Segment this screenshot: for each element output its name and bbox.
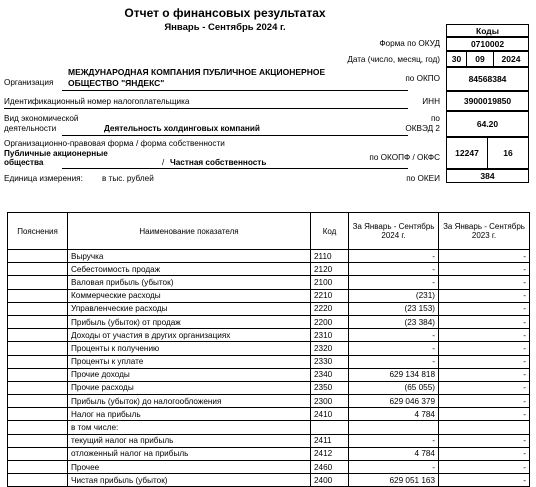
indicator-code: 2410 [311,408,349,421]
indicator-name: Управленческие расходы [68,302,311,315]
indicator-name: Доходы от участия в других организациях [68,329,311,342]
indicator-code: 2330 [311,355,349,368]
indicator-code: 2100 [311,276,349,289]
col-2024-header: За Январь - Сентябрь 2024 г. [349,213,439,250]
value-2024 [349,421,439,434]
indicator-name: Чистая прибыль (убыток) [68,474,311,487]
date-year: 2024 [493,51,529,67]
org-name-line2: ОБЩЕСТВО "ЯНДЕКС" [68,78,165,88]
indicator-code: 2210 [311,289,349,302]
notes-cell [8,250,68,263]
indicator-name: Проценты к получению [68,342,311,355]
legal-form-underline [62,168,408,169]
value-2023: - [439,289,530,302]
value-2023: - [439,329,530,342]
indicator-name: Себестоимость продаж [68,263,311,276]
value-2023: - [439,302,530,315]
indicator-code: 2412 [311,447,349,460]
table-row [8,421,530,434]
okopf-value: 12247 [446,137,488,169]
value-2023: - [439,368,530,381]
indicator-code: 2400 [311,474,349,487]
value-2024: - [349,263,439,276]
value-2023: - [439,447,530,460]
value-2024: - [349,461,439,474]
notes-cell [8,263,68,276]
indicator-code: 2310 [311,329,349,342]
notes-cell [8,474,68,487]
indicator-code: 2350 [311,381,349,394]
indicator-name: Выручка [68,250,311,263]
value-2024: (23 384) [349,315,439,328]
notes-cell [8,315,68,328]
table-row [8,408,530,421]
notes-cell [8,355,68,368]
legal-form-slash: / [162,158,165,167]
notes-cell [8,368,68,381]
value-2023: - [439,276,530,289]
indicator-name: текущий налог на прибыль [68,434,311,447]
activity-value: Деятельность холдинговых компаний [104,124,260,133]
col-indicator-header: Наименование показателя [68,213,311,250]
indicator-code: 2120 [311,263,349,276]
value-2024: 4 784 [349,447,439,460]
value-2024: - [349,276,439,289]
okei-label: по ОКЕИ [406,174,440,183]
okved-label-2: ОКВЭД 2 [405,124,440,133]
indicator-name: Коммерческие расходы [68,289,311,302]
value-2023: - [439,250,530,263]
notes-cell [8,329,68,342]
inn-text: Идентификационный номер налогоплательщика [4,97,190,106]
indicator-code: 2340 [311,368,349,381]
value-2023: - [439,395,530,408]
value-2024: - [349,342,439,355]
value-2024: - [349,250,439,263]
value-2024: (231) [349,289,439,302]
indicator-code: 2200 [311,315,349,328]
table-row [8,368,530,381]
indicator-name: Прочие доходы [68,368,311,381]
col-code-header: Код [311,213,349,250]
value-2024: (65 055) [349,381,439,394]
value-2024: 629 134 818 [349,368,439,381]
okud-value: 0710002 [446,37,529,51]
table-row [8,447,530,460]
unit-value: в тыс. рублей [102,174,154,183]
value-2024: 629 046 379 [349,395,439,408]
indicator-name: Прочее [68,461,311,474]
value-2024: - [349,329,439,342]
table-row [8,355,530,368]
indicator-name: Проценты к уплате [68,355,311,368]
indicator-code: 2460 [311,461,349,474]
org-underline [62,90,408,91]
inn-underline [4,108,408,109]
indicator-code: 2411 [311,434,349,447]
value-2023: - [439,381,530,394]
value-2023: - [439,474,530,487]
value-2023: - [439,342,530,355]
org-name-line1: МЕЖДУНАРОДНАЯ КОМПАНИЯ ПУБЛИЧНОЕ АКЦИОНЕРНОЕ [68,67,326,77]
value-2023: - [439,461,530,474]
unit-label: Единица измерения: [4,174,83,183]
value-2024: 4 784 [349,408,439,421]
notes-cell [8,276,68,289]
indicator-name: в том числе: [68,421,311,434]
table-row [8,315,530,328]
legal-form-line1: Публичные акционерные [4,149,108,158]
notes-cell [8,421,68,434]
report-period: Январь - Сентябрь 2024 г. [164,22,286,33]
legal-form-line2: общества [4,158,44,167]
indicator-name: Прочие расходы [68,381,311,394]
notes-cell [8,408,68,421]
value-2023: - [439,355,530,368]
table-row [8,461,530,474]
indicator-code: 2300 [311,395,349,408]
notes-cell [8,461,68,474]
table-row [8,434,530,447]
value-2023: - [439,263,530,276]
value-2024: - [349,434,439,447]
notes-cell [8,434,68,447]
notes-cell [8,395,68,408]
notes-cell [8,447,68,460]
table-row [8,342,530,355]
indicator-code: 2320 [311,342,349,355]
report-title: Отчет о финансовых результатах [124,6,326,20]
value-2023: - [439,408,530,421]
col-2023-header: За Январь - Сентябрь 2023 г. [439,213,530,250]
value-2023 [439,421,530,434]
table-row [8,250,530,263]
table-row [8,381,530,394]
activity-underline [62,135,408,136]
table-row [8,302,530,315]
date-month: 09 [466,51,494,67]
okud-label: Форма по ОКУД [379,39,440,48]
table-row [8,329,530,342]
okei-value: 384 [446,169,529,183]
okpo-label: по ОКПО [405,74,440,83]
value-2024: - [349,355,439,368]
okpo-value: 84568384 [446,67,529,91]
ownership-value: Частная собственность [170,158,267,167]
table-row [8,289,530,302]
table-row [8,263,530,276]
inn-value: 3900019850 [446,91,529,111]
inn-label: ИНН [422,97,440,106]
notes-cell [8,289,68,302]
indicator-name: Прибыль (убыток) от продаж [68,315,311,328]
okved-label-1: по [431,114,440,123]
value-2024: (23 153) [349,302,439,315]
col-notes-header: Пояснения [8,213,68,250]
org-label: Организация [4,78,54,87]
value-2023: - [439,434,530,447]
okfs-value: 16 [487,137,529,169]
table-row [8,395,530,408]
okved-value: 64.20 [446,111,529,137]
codes-heading: Коды [446,24,529,37]
table-row [8,276,530,289]
date-label: Дата (число, месяц, год) [347,55,440,64]
okopf-label: по ОКОПФ / ОКФС [369,153,440,162]
indicator-code: 2220 [311,302,349,315]
notes-cell [8,342,68,355]
legal-form-label: Организационно-правовая форма / форма собственности [4,139,225,148]
activity-label-2: деятельности [4,124,57,133]
indicator-name: Налог на прибыль [68,408,311,421]
value-2023: - [439,315,530,328]
indicator-code: 2110 [311,250,349,263]
table-row [8,474,530,487]
indicator-name: Прибыль (убыток) до налогообложения [68,395,311,408]
indicator-name: отложенный налог на прибыль [68,447,311,460]
financial-results-table [7,212,530,487]
indicator-code [311,421,349,434]
notes-cell [8,381,68,394]
activity-label-1: Вид экономической [4,114,79,123]
notes-cell [8,302,68,315]
date-day: 30 [446,51,467,67]
indicator-name: Валовая прибыль (убыток) [68,276,311,289]
value-2024: 629 051 163 [349,474,439,487]
